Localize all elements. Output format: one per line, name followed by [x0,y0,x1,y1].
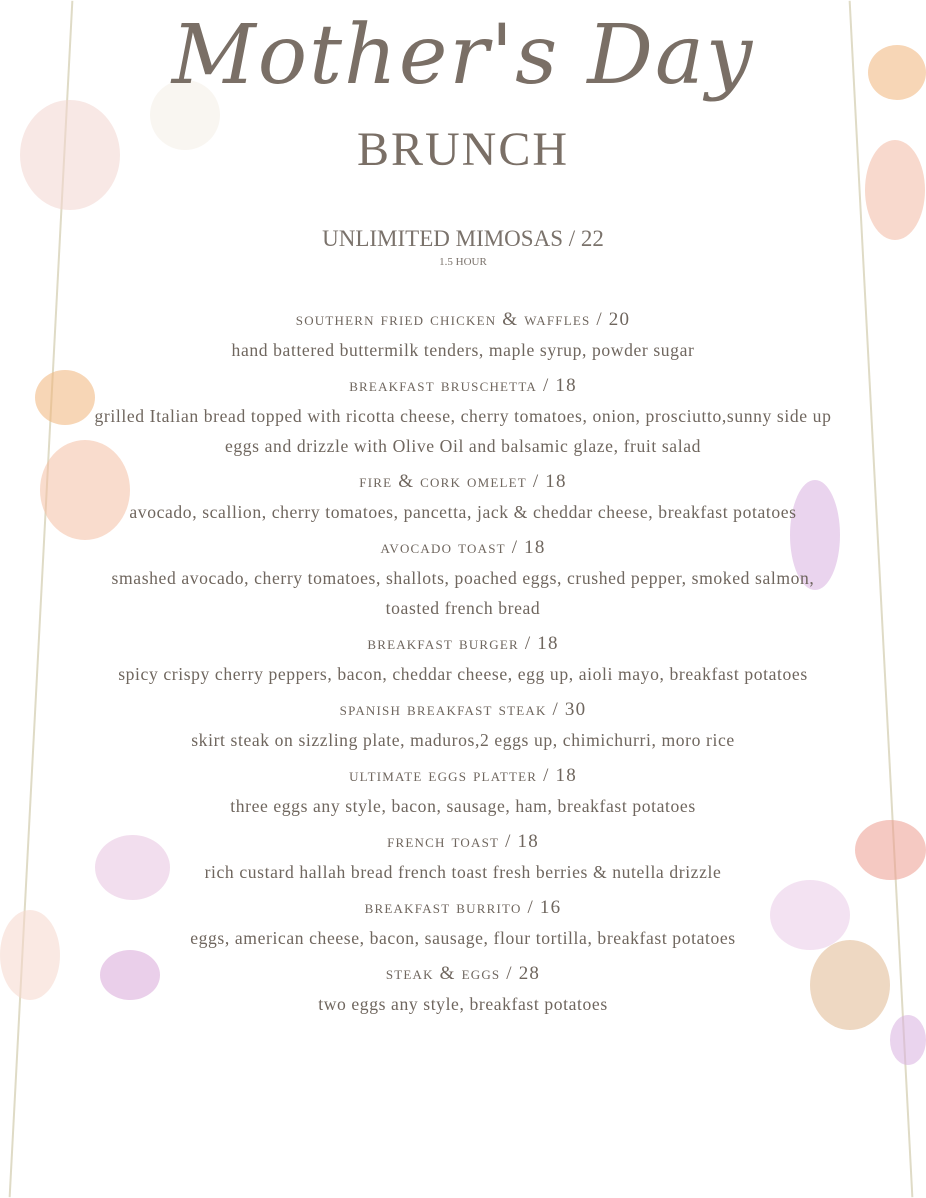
menu-item-description: two eggs any style, breakfast potatoes [318,994,608,1014]
menu-item-description: smashed avocado, cherry tomatoes, shallots, poached eggs, crushed pepper, smoked salmon, toasted french bread [111,568,815,618]
menu-item-title: breakfast burger / 18 [367,633,559,654]
menu-item-title: ultimate eggs platter / 18 [349,765,577,786]
flower-decoration [855,820,926,880]
menu-item-title: breakfast bruschetta / 18 [349,375,577,396]
menu-item-title: fire & cork omelet / 18 [359,471,567,492]
special-offer: UNLIMITED MIMOSAS / 22 [322,226,604,251]
menu-item-title: spanish breakfast steak / 30 [339,699,587,720]
menu-item-description: rich custard hallah bread french toast fresh berries & nutella drizzle [204,862,722,882]
menu-item [83,629,843,689]
menu-item [83,827,843,887]
menu-item-description: grilled Italian bread topped with ricotta cheese, cherry tomatoes, onion, prosciutto,sunny side up eggs and drizzle with Olive Oil and balsamic glaze, fruit salad [94,406,832,456]
menu-item-title: southern fried chicken & waffles / 20 [295,309,631,330]
menu-item [83,959,843,1019]
flower-decoration [0,910,60,1000]
menu-item-description: three eggs any style, bacon, sausage, ham, breakfast potatoes [230,796,696,816]
menu-item [83,761,843,821]
title-script: Mother's Day [171,8,755,103]
menu-list [83,305,843,1025]
menu-item-title: avocado toast / 18 [380,537,546,558]
menu-item-title: breakfast burrito / 16 [364,897,562,918]
menu-item-description: spicy crispy cherry peppers, bacon, cheddar cheese, egg up, aioli mayo, breakfast potatoes [118,664,808,684]
special-offer-note: 1.5 HOUR [439,256,487,268]
menu-item [83,893,843,953]
menu-item [83,467,843,527]
menu-item-title: french toast / 18 [387,831,539,852]
page-title: BRUNCH [356,123,570,176]
flower-decoration [890,1015,926,1065]
menu-item-title: steak & eggs / 28 [385,963,541,984]
menu-item-description: eggs, american cheese, bacon, sausage, flour tortilla, breakfast potatoes [190,928,736,948]
menu-item-description: avocado, scallion, cherry tomatoes, pancetta, jack & cheddar cheese, breakfast potatoes [129,502,797,522]
menu-item [83,533,843,623]
menu-item-description: hand battered buttermilk tenders, maple syrup, powder sugar [231,340,695,360]
menu-item [83,371,843,461]
menu-item-description: skirt steak on sizzling plate, maduros,2 eggs up, chimichurri, moro rice [191,730,735,750]
menu-item [83,305,843,365]
menu-item [83,695,843,755]
